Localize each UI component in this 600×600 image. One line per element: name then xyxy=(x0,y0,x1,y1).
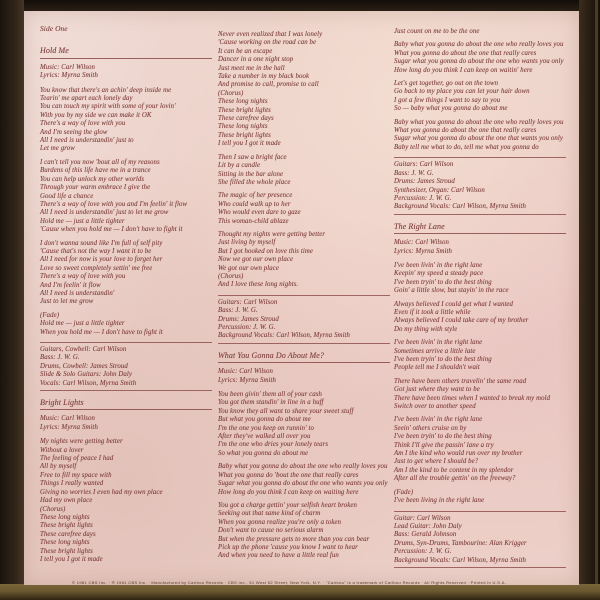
lyric-line: The feeling of peace I had xyxy=(40,455,114,463)
lyric-stanza xyxy=(218,231,390,290)
lyrics-column-middle xyxy=(218,31,390,566)
lyric-line: Through your warm embrace I give the xyxy=(40,184,151,192)
lyric-line: Sugar what you gonna do about the one that wants you only xyxy=(394,135,564,143)
song-meta xyxy=(218,368,390,385)
musician-credit-line: Synthesizer, Organ: Carl Wilson xyxy=(394,186,485,194)
lyric-line: These bright lights xyxy=(218,131,271,139)
lyric-stanza xyxy=(40,87,212,154)
musician-credit-line: Background Vocals: Carl Wilson, Myrna Smith xyxy=(218,332,351,340)
lyric-line: Then I saw a bright face xyxy=(218,153,287,161)
lyric-line: Let me grow xyxy=(40,145,75,153)
lyric-stanza xyxy=(394,489,566,506)
lyric-stanza xyxy=(394,119,566,153)
lyric-line: But what you gonna do about me xyxy=(218,416,311,424)
lyric-line: But when the pressure gets to more than you can bear xyxy=(218,535,370,543)
lyric-line: Good life a chance xyxy=(40,192,94,200)
lyric-line: I can't tell you now 'bout all of my reasons xyxy=(40,158,160,166)
lyric-line: You know that there's an achin' deep inside me xyxy=(40,86,172,94)
lyric-line: There have been times when I wanted to break my mold xyxy=(394,394,551,402)
lyric-line: 'Cause when you hold me — I don't have to fight it xyxy=(40,226,183,234)
lyric-stanza xyxy=(218,391,390,458)
lyric-line: 'Cause working on the road can be xyxy=(218,39,317,47)
lyric-line: I tell you I got it made xyxy=(40,555,103,563)
lyric-line: Do my thing with style xyxy=(394,325,458,333)
lyric-stanza xyxy=(218,502,390,561)
lyric-line: These bright lights xyxy=(40,547,93,555)
lyric-line: You know they all want to share your sweet stuff xyxy=(218,407,354,415)
lyric-line: Baby tell me what to do, tell me what you gonna do xyxy=(394,143,539,151)
musician-credit-line: Slide & Solo Guitars: John Daly xyxy=(40,371,133,379)
lyric-line: Just meet me in the hall xyxy=(218,64,285,72)
lyric-line: All I need is understandin' just to xyxy=(40,137,134,145)
lyric-stanza xyxy=(394,41,566,75)
lyric-line: Sugar what you gonna do about the one who wants you only xyxy=(218,480,388,488)
lyric-line: Baby what you gonna do about the one who really loves you xyxy=(394,118,564,126)
lyric-line: Never even realized that I was lonely xyxy=(218,31,323,38)
lyric-line: All I need for now is your love to forget her xyxy=(40,256,163,264)
lyric-line: After they've walked all over you xyxy=(218,433,311,441)
song-title: Bright Lights xyxy=(40,399,212,410)
lyric-line: Sometimes arrive a little late xyxy=(394,347,476,355)
lyric-line: How long do you think I can keep on waitin' here xyxy=(394,66,533,74)
musician-credit-line: Background Vocals: Carl Wilson, Myrna Smith xyxy=(394,556,527,564)
divider xyxy=(394,567,566,568)
lyric-line: You been givin' them all of your cash xyxy=(218,391,323,399)
lyric-line: Burdens of this life have me in a trance xyxy=(40,167,151,175)
lyric-stanza xyxy=(218,31,390,149)
lyric-line: Love so sweet completely settin' me free xyxy=(40,264,153,272)
lyric-line: Just to let me grow xyxy=(40,298,94,306)
lyric-line: With you by my side we can make it OK xyxy=(40,111,152,119)
lyric-line: These carefree days xyxy=(218,115,274,123)
lyric-line: I've been livin' in the right lane xyxy=(394,261,483,269)
song-title: Hold Me xyxy=(40,47,212,58)
musician-credit-line: Guitars, Cowbell: Carl Wilson xyxy=(40,346,127,353)
lyric-line: Hold me — just a little tighter xyxy=(40,320,125,328)
song-meta xyxy=(394,239,566,256)
fine-print: © 1981 CBS Inc. · ℗ 1981 CBS Inc. · Manufactured by Caribou Records · CBS Inc., 51 West 52 Street, New York, N.Y. · "Caribou" is a trademark of Caribou Records · All Rights Reserved · Printed in U.S.A. xyxy=(72,580,507,585)
lyric-stanza xyxy=(394,80,566,114)
lyric-stanza xyxy=(40,159,212,235)
lyric-line: And I'm seeing the glow xyxy=(40,128,108,136)
divider xyxy=(40,390,212,391)
musician-credit-line: Percussion: J. W. G. xyxy=(394,194,452,202)
musician-credits xyxy=(40,342,212,391)
lyric-line: I've been tryin' to do the best thing xyxy=(394,278,492,286)
lyric-line: Don't want to cause no serious alarm xyxy=(218,527,324,535)
musician-credit-line: Bass: Gerald Johnson xyxy=(394,531,457,539)
lyric-line: Pick up the phone 'cause you know I want to hear xyxy=(218,543,358,551)
lyric-line: I'm the one who dries your lonely tears xyxy=(218,441,329,449)
lyric-line: My nights were getting better xyxy=(40,438,123,446)
song-title: What You Gonna Do About Me? xyxy=(218,352,390,363)
divider xyxy=(394,157,566,158)
side-label: Side One xyxy=(40,24,68,33)
musician-credit-line: Guitars: Carl Wilson xyxy=(394,161,454,169)
lyric-line: Even if it took a little while xyxy=(394,308,471,316)
lyrics-column-left xyxy=(40,25,212,569)
lyric-line: These long nights xyxy=(218,123,268,131)
sleeve-right-edge-highlight xyxy=(595,0,598,600)
lyric-line: I've been tryin' to do the best thing xyxy=(394,433,492,441)
musician-credit-line: Percussion: J. W. G. xyxy=(394,548,452,556)
lyric-line: I've been livin' in the right lane xyxy=(394,339,483,347)
lyric-line: Seeking out that same kind of charm xyxy=(218,510,321,518)
lyric-line: I've been living in the right lane xyxy=(394,497,485,505)
lyric-line: (Fade) xyxy=(394,488,414,496)
lyric-line: I got a few things I want to say to you xyxy=(394,96,501,104)
photo-frame-top xyxy=(0,0,600,11)
lyric-stanza xyxy=(394,301,566,335)
lyric-line: Sitting in the bar alone xyxy=(218,170,284,178)
lyric-line: Thought my nights were getting better xyxy=(218,230,326,238)
lyric-line: There's a way of love with you xyxy=(40,120,126,128)
credit-line: Lyrics: Myrna Smith xyxy=(218,376,276,384)
lyric-stanza xyxy=(394,416,566,483)
lyric-line: And I'm feelin' it flow xyxy=(40,281,101,289)
lyric-line: (Chorus) xyxy=(40,505,66,513)
musician-credit-line: Drums, Cowbell: James Stroud xyxy=(40,362,128,370)
lyric-stanza xyxy=(394,262,566,296)
lyric-line: What you gonna do about the one that really cares xyxy=(394,49,537,57)
lyric-line: Just count on me to be the one xyxy=(394,28,480,35)
song-meta xyxy=(40,415,212,432)
musician-credit-line: Drums: James Stroud xyxy=(394,178,455,186)
song-title: The Right Lane xyxy=(394,223,566,234)
lyric-line: And when you need to have a little real fun xyxy=(218,552,339,560)
lyric-line: These bright lights xyxy=(40,522,93,530)
lyric-line: It can be an escape xyxy=(218,47,273,55)
lyric-line: (Fade) xyxy=(40,311,60,319)
divider xyxy=(40,342,212,343)
lyric-line: After all the trouble gettin' on the freeway? xyxy=(394,475,516,483)
lyric-line: Am I the kind to be content in my splendor xyxy=(394,466,514,474)
lyric-line: Baby what you gonna do about the one who really loves you xyxy=(218,463,388,471)
lyric-line: When you hold me — I don't have to fight it xyxy=(40,328,163,336)
lyric-line: Dancer in a one night stop xyxy=(218,56,294,64)
lyric-line: You can help unlock my other worlds xyxy=(40,175,145,183)
credit-line: Music: Carl Wilson xyxy=(218,368,274,376)
lyric-line: There's a way of love with you xyxy=(40,273,126,281)
lyric-line: Lit by a candle xyxy=(218,162,261,170)
lyric-line: Always believed I could take care of my brother xyxy=(394,317,529,325)
lyric-line: Hold me — just a little tighter xyxy=(40,217,125,225)
divider xyxy=(218,295,390,296)
musician-credits xyxy=(394,511,566,568)
lyric-line: Tearin' me apart each lonely day xyxy=(40,95,133,103)
lyric-line: These long nights xyxy=(218,98,268,106)
lyric-line: You can touch my spirit with some of your lovin' xyxy=(40,103,176,111)
musician-credit-line: Bass: J. W. G. xyxy=(40,354,80,362)
lyric-line: Giving no worries I even had my own place xyxy=(40,488,163,496)
credit-line: Lyrics: Myrna Smith xyxy=(394,247,452,255)
lyric-line: (Chorus) xyxy=(218,272,244,280)
lyric-line: These carefree days xyxy=(40,530,96,538)
lyric-line: This woman-child ablaze xyxy=(218,217,289,225)
musician-credit-line: Background Vocals: Carl Wilson, Myrna Smith xyxy=(394,203,527,211)
lyric-line: People tell me I shouldn't wait xyxy=(394,364,480,372)
lyric-line: When you gonna realize you're only a token xyxy=(218,518,342,526)
lyrics-column-right xyxy=(394,28,566,573)
musician-credits xyxy=(218,295,390,344)
lyric-line: Go back to my place you can let your hair down xyxy=(394,88,530,96)
lyric-line: Keepin' my speed a steady pace xyxy=(394,270,484,278)
lyric-line: These long nights xyxy=(40,539,90,547)
lyric-line: You got a charge gettin' your selfish heart broken xyxy=(218,501,357,509)
lyric-line: There's a way of love with you and I'm feelin' it flow xyxy=(40,200,188,208)
musician-credit-line: Drums: James Stroud xyxy=(218,315,279,323)
lyric-line: What you gonna do 'bout the one that really cares xyxy=(218,471,359,479)
lyric-line: (Chorus) xyxy=(218,89,244,97)
musician-credit-line: Drums, Syn-Drums, Tambourine: Alan Krigger xyxy=(394,539,527,547)
divider xyxy=(394,214,566,215)
divider xyxy=(218,343,390,344)
lyric-line: Got just where they want to be xyxy=(394,386,480,394)
musician-credit-line: Bass: J. W. G. xyxy=(218,307,258,315)
musician-credit-line: Bass: J. W. G. xyxy=(394,169,434,177)
lyric-line: We got our own place xyxy=(218,264,280,272)
lyric-line: There have been others travelin' the same road xyxy=(394,377,527,385)
lyric-line: I've been tryin' to do the best thing xyxy=(394,356,492,363)
lyric-line: Just to get where I should be? xyxy=(394,458,479,466)
credit-line: Lyrics: Myrna Smith xyxy=(40,423,98,431)
credit-line: Music: Carl Wilson xyxy=(40,63,96,71)
lyric-stanza xyxy=(40,312,212,337)
credit-line: Music: Carl Wilson xyxy=(394,239,450,247)
lyric-stanza xyxy=(394,339,566,373)
credit-line: Music: Carl Wilson xyxy=(40,415,96,423)
lyric-line: I don't wanna sound like I'm full of self pity xyxy=(40,239,163,247)
song-meta xyxy=(40,64,212,81)
lyric-stanza xyxy=(394,28,566,36)
musician-credits xyxy=(394,157,566,214)
lyric-line: Switch over to another speed xyxy=(394,403,476,411)
lyric-line: I'm the one you keep on runnin' to xyxy=(218,424,314,432)
lyric-stanza xyxy=(218,463,390,497)
lyric-line: These long nights xyxy=(40,513,90,521)
lyric-line: Had my own place xyxy=(40,497,93,505)
lyric-line: All I need is understandin' xyxy=(40,289,115,297)
lyric-line: Sugar what you gonna do about the one who wants you only xyxy=(394,58,564,66)
lyric-sleeve xyxy=(24,11,579,585)
lyric-line: Always believed I could get what I wanted xyxy=(394,300,514,308)
lyric-line: You got them standin' in line in a huff xyxy=(218,399,324,407)
lyric-line: But I got hooked on love this time xyxy=(218,247,313,255)
lyric-line: Just living by myself xyxy=(218,239,276,247)
lyric-line: Goin' a little slow, but stayin' in the race xyxy=(394,287,509,295)
lyric-line: I've been livin' in the right lane xyxy=(394,416,483,424)
lyric-stanza xyxy=(218,154,390,188)
divider xyxy=(394,511,566,512)
table-surface-bottom xyxy=(0,584,600,600)
photo-frame-left xyxy=(0,0,24,600)
lyric-line: So — baby what you gonna do about me xyxy=(394,105,508,113)
lyric-stanza xyxy=(40,240,212,307)
lyric-line: 'Cause that's not the way I want it to be xyxy=(40,247,152,255)
lyric-line: How long do you think I can keep on waiting here xyxy=(218,488,359,496)
lyric-line: Baby what you gonna do about the one who really loves you xyxy=(394,41,564,49)
lyric-line: Seein' others cruise on by xyxy=(394,424,467,432)
musician-credit-line: Guitars: Carl Wilson xyxy=(218,298,278,306)
lyric-line: Take a number in my black book xyxy=(218,73,310,81)
lyric-line: So what you gonna do about me xyxy=(218,449,309,457)
musician-credit-line: Percussion: J. W. G. xyxy=(218,324,276,331)
lyric-line: Am I the kind who would run over my brother xyxy=(394,450,523,458)
musician-credit-line: Vocals: Carl Wilson, Myrna Smith xyxy=(40,379,137,387)
lyric-line: Think I'll give the passin' lane a try xyxy=(394,441,494,449)
lyric-stanza xyxy=(40,438,212,564)
musician-credit-line: Lead Guitar: John Daly xyxy=(394,522,462,530)
lyric-stanza xyxy=(394,378,566,412)
lyric-line: Free to fill my space with xyxy=(40,471,112,479)
lyric-line: And promise to call, promise to call xyxy=(218,81,319,89)
lyric-line: Without a lover xyxy=(40,446,84,454)
lyric-line: Things I really wanted xyxy=(40,480,104,488)
lyric-line: Who could walk up to her xyxy=(218,200,291,208)
lyric-line: And I love these long nights. xyxy=(218,281,299,289)
lyric-line: All I need is understandin' just to let me grow xyxy=(40,209,169,217)
credit-line: Lyrics: Myrna Smith xyxy=(40,72,98,80)
lyric-line: Let's get together, go out on the town xyxy=(394,80,499,88)
lyric-line: All by myself xyxy=(40,463,77,471)
musician-credit-line: Guitar: Carl Wilson xyxy=(394,514,451,522)
lyric-line: Who would even dare to gaze xyxy=(218,209,301,217)
lyric-line: Now we got our own place xyxy=(218,256,294,264)
lyric-line: The magic of her presence xyxy=(218,192,293,200)
lyric-line: She filled the whole place xyxy=(218,178,291,186)
lyric-stanza xyxy=(218,192,390,226)
lyric-line: These bright lights xyxy=(218,106,271,114)
lyric-line: What you gonna do about the one that really cares xyxy=(394,127,537,135)
lyric-line: I tell you I got it made xyxy=(218,140,281,148)
